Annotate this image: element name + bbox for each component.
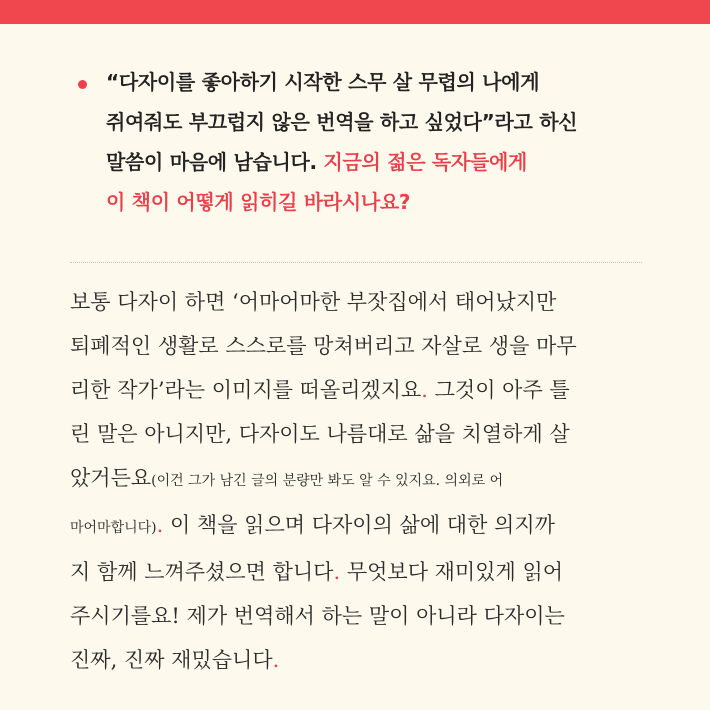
- question-block: [78, 62, 678, 222]
- answer-aside: (이건 그가 남긴 글의 분량만 봐도 알 수 있지요. 의외로 어: [151, 473, 504, 489]
- red-period: .: [272, 648, 280, 672]
- answer-line: 린 말은 아니지만, 다자이도 나름대로 삶을 치열하게 살: [70, 422, 570, 446]
- answer-segment: 이 책을 읽으며 다자이의 삶에 대한 의지까: [163, 513, 555, 537]
- question-highlight-line: 이 책이 어떻게 읽히길 바라시나요?: [106, 190, 411, 214]
- top-accent-bar: [0, 0, 710, 24]
- answer-segment: 무엇보다 재미있게 읽어: [340, 560, 564, 584]
- question-highlight: 지금의 젊은 독자들에게: [316, 150, 528, 174]
- question-line: [106, 142, 577, 182]
- question-line-text: 말씀이 마음에 남습니다.: [106, 150, 317, 174]
- answer-segment: 았거든요: [70, 466, 152, 490]
- question-line: 쥐여줘도 부끄럽지 않은 번역을 하고 싶었다”라고 하신: [106, 110, 578, 134]
- answer-line: 보통 다자이 하면 ‘어마어마한 부잣집에서 태어났지만: [70, 290, 557, 314]
- answer-line: 퇴폐적인 생활로 스스로를 망쳐버리고 자살로 생을 마무: [70, 334, 577, 358]
- red-period: .: [333, 560, 341, 584]
- bullet-dot-icon: [78, 80, 87, 89]
- answer-segment: 진짜, 진짜 재밌습니다: [70, 648, 273, 672]
- answer-text: [70, 280, 650, 682]
- answer-segment: 리한 작가’라는 이미지를 떠올리겠지요: [70, 378, 422, 402]
- red-period: .: [421, 378, 428, 402]
- answer-line: [70, 456, 650, 503]
- question-text: [106, 62, 577, 222]
- dotted-divider: [70, 262, 642, 263]
- red-period: .: [156, 513, 164, 537]
- question-line: “다자이를 좋아하기 시작한 스무 살 무렵의 나에게: [106, 70, 540, 94]
- answer-line: 주시기를요! 제가 번역해서 하는 말이 아니라 다자이는: [70, 604, 565, 628]
- answer-segment: 그것이 아주 틀: [427, 378, 570, 402]
- answer-line: [70, 550, 650, 594]
- answer-aside: 마어마합니다): [70, 520, 157, 536]
- answer-line: [70, 638, 650, 682]
- answer-line: [70, 368, 650, 412]
- answer-line: [70, 503, 650, 550]
- answer-segment: 지 함께 느껴주셨으면 합니다: [70, 560, 334, 584]
